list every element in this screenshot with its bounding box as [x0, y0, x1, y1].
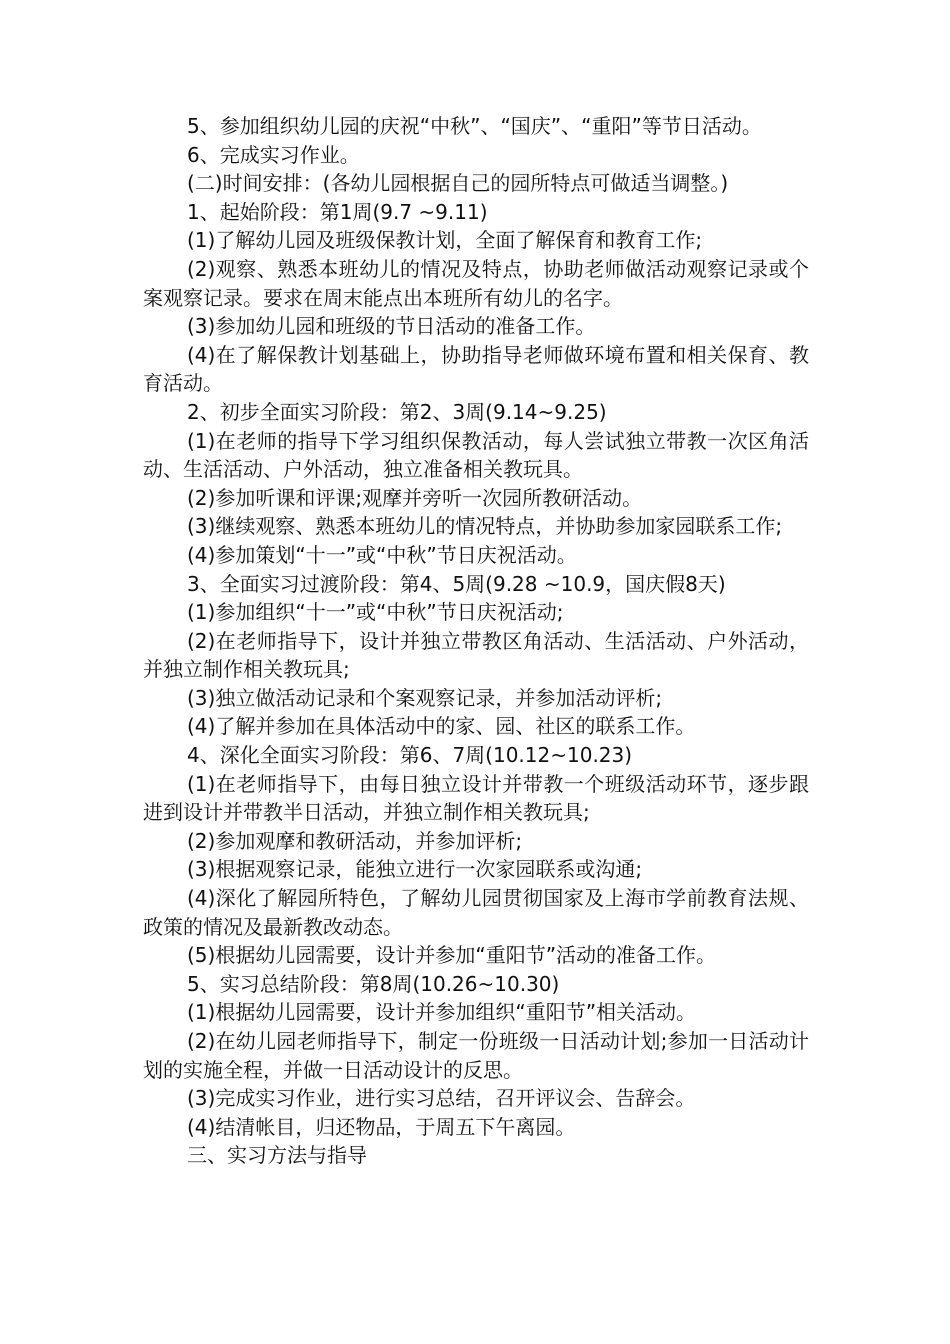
- paragraph-12: (3)继续观察、熟悉本班幼儿的情况特点，并协助参加家园联系工作;: [187, 514, 783, 539]
- paragraph-15: (1)参加组织“十一”或“中秋”节日庆祝活动;: [187, 600, 564, 625]
- paragraph-20: (1)在老师指导下，由每日独立设计并带教一个班级活动环节，逐步跟进到设计并带教半日活动，并独立制作相关教玩具;: [143, 771, 809, 825]
- paragraph-27: (2)在幼儿园老师指导下，制定一份班级一日活动计划;参加一日活动计划的实施全程，并做一日活动设计的反思。: [143, 1029, 809, 1082]
- paragraph-11: (2)参加听课和评课;观摩并旁听一次园所教研活动。: [187, 485, 643, 510]
- paragraph-10: (1)在老师的指导下学习组织保教活动，每人尝试独立带教一次区角活动、生活活动、户外活动，独立准备相关教玩具。: [143, 428, 809, 482]
- section-heading: 三、实习方法与指导: [187, 1143, 367, 1168]
- paragraph-5: (1)了解幼儿园及班级保教计划，全面了解保育和教育工作;: [187, 228, 703, 253]
- paragraph-24: (5)根据幼儿园需要，设计并参加“重阳节”活动的准备工作。: [187, 943, 717, 968]
- paragraph-13: (4)参加策划“十一”或“中秋”节日庆祝活动。: [187, 542, 577, 567]
- document-body: [143, 112, 809, 1170]
- paragraph-6: (2)观察、熟悉本班幼儿的情况及特点，协助老师做活动观察记录或个案观察记录。要求在周末能点出本班所有幼儿的名字。: [143, 256, 809, 310]
- paragraph-18: (4)了解并参加在具体活动中的家、园、社区的联系工作。: [187, 714, 696, 739]
- paragraph-1: 5、参加组织幼儿园的庆祝“中秋”、“国庆”、“重阳”等节日活动。: [187, 114, 762, 138]
- paragraph-17: (3)独立做活动记录和个案观察记录，并参加活动评析;: [187, 685, 663, 710]
- paragraph-26: (1)根据幼儿园需要，设计并参加组织“重阳节”相关活动。: [187, 1000, 697, 1025]
- paragraph-21: (2)参加观摩和教研活动，并参加评析;: [187, 828, 523, 853]
- paragraph-8: (4)在了解保教计划基础上，协助指导老师做环境布置和相关保育、教育活动。: [143, 342, 809, 396]
- paragraph-23: (4)深化了解园所特色，了解幼儿园贯彻国家及上海市学前教育法规、政策的情况及最新教改动态。: [143, 886, 809, 939]
- paragraph-2: 6、完成实习作业。: [187, 142, 360, 167]
- paragraph-3: (二)时间安排：(各幼儿园根据自己的园所特点可做适当调整。): [187, 171, 729, 196]
- paragraph-16: (2)在老师指导下，设计并独立带教区角活动、生活活动、户外活动，并独立制作相关教玩具;: [143, 628, 809, 682]
- paragraph-7: (3)参加幼儿园和班级的节日活动的准备工作。: [187, 314, 596, 339]
- paragraph-4: 1、起始阶段：第1周(9.7 ~9.11): [187, 199, 488, 224]
- paragraph-28: (3)完成实习作业，进行实习总结，召开评议会、告辞会。: [187, 1086, 696, 1111]
- paragraph-9: 2、初步全面实习阶段：第2、3周(9.14~9.25): [187, 399, 607, 424]
- paragraph-22: (3)根据观察记录，能独立进行一次家园联系或沟通;: [187, 857, 643, 882]
- paragraph-19: 4、深化全面实习阶段：第6、7周(10.12~10.23): [187, 743, 633, 768]
- paragraph-29: (4)结清帐目，归还物品，于周五下午离园。: [187, 1114, 576, 1139]
- paragraph-25: 5、实习总结阶段：第8周(10.26~10.30): [187, 971, 560, 996]
- paragraph-14: 3、全面实习过渡阶段：第4、5周(9.28 ~10.9，国庆假8天): [187, 571, 726, 596]
